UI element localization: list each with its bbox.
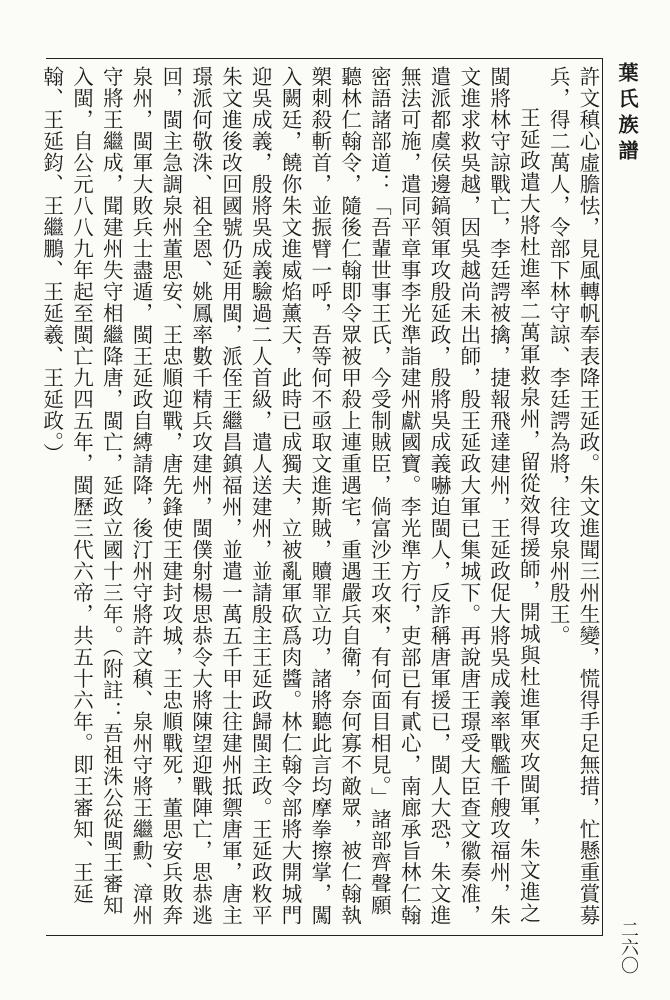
paragraph-2: 王延政遣大將杜進率二萬軍救泉州，留從效得援師，開城與杜進軍夾攻閩軍，朱文進之閩將林守諒戰亡，李廷諤被擒，捷報飛達建州，王延政促大將吳成義率戰艦千艘攻福州，朱文進求救吳越，因吳越尚未出師，殷王延政大軍已集城下。再說唐王璟受大臣查文徽奏准，遣派都虞侯邊鎬領軍攻殷延政，殷將吳成義嚇迫閩人，反詐稱唐軍援已，閩人大恐，朱文進無法可施，遣同平章事李光準詣建州獻國寶。李光準方行，吏部已有貳心，南廊承旨林仁翰密語諸部道：「吾輩世事王氏，今受制賊臣，倘富沙王攻來，有何面目相見。」諸部齊聲願聽林仁翰令，隨後仁翰即令眾被甲殺上連重遇宅，重遇嚴兵自衛，奈何寡不敵眾，被仁翰執槊刺殺斬首，並振臂一呼，吾等何不亟取文進斯賊，贖罪立功，諸將聽此言均摩拳擦掌，闖入闕廷，饒你朱文進威焰薰天，此時已成獨夫，立被亂軍砍爲肉醬。林仁翰令部將大開城門迎吳成義，殷將吳成義驗過二人首級，遣人送建州，並請殷主王延政歸閩主政。王延政敉平朱文進後改回國號仍延用閩，派侄王繼昌鎮福州，並遣一萬五千甲士往建州抵禦唐軍，唐主璟派何敬洙、祖全恩、姚鳳率數千精兵攻建州，閩僕射楊思恭令大將陳望迎戰陣亡，思恭逃回，閩主急調泉州董思安、王忠順迎戰，唐先鋒使王建封攻城，王忠順戰死，董思安兵敗奔泉州，閩軍大敗兵士盡遁，閩王延政自縛請降，後汀州守將許文稹、泉州守將王繼勳、漳州守將王繼成，聞建州失守相繼降唐，閩亡，延政立國十三年。（附註：吾祖洙公從閩王審知入閩，自公元八八九年起至閩亡九四五年，閩歷三代六帝，共五十六年。即王審知、王延翰、王延鈞、王繼鵬、王延羲、王延政。） <box>39 66 541 926</box>
page-number: 二六〇 <box>618 920 639 974</box>
paragraph-1: 許文稹心虛膽怯，見風轉帆奉表降王延政。朱文進聞三州生變，慌得手足無措，忙懸重賞募兵，得二萬人，令部下林守諒、李廷諤為將，往攻泉州殷王。 <box>546 66 600 926</box>
main-text <box>39 66 602 930</box>
book-title: 葉氏族譜 <box>615 62 639 166</box>
